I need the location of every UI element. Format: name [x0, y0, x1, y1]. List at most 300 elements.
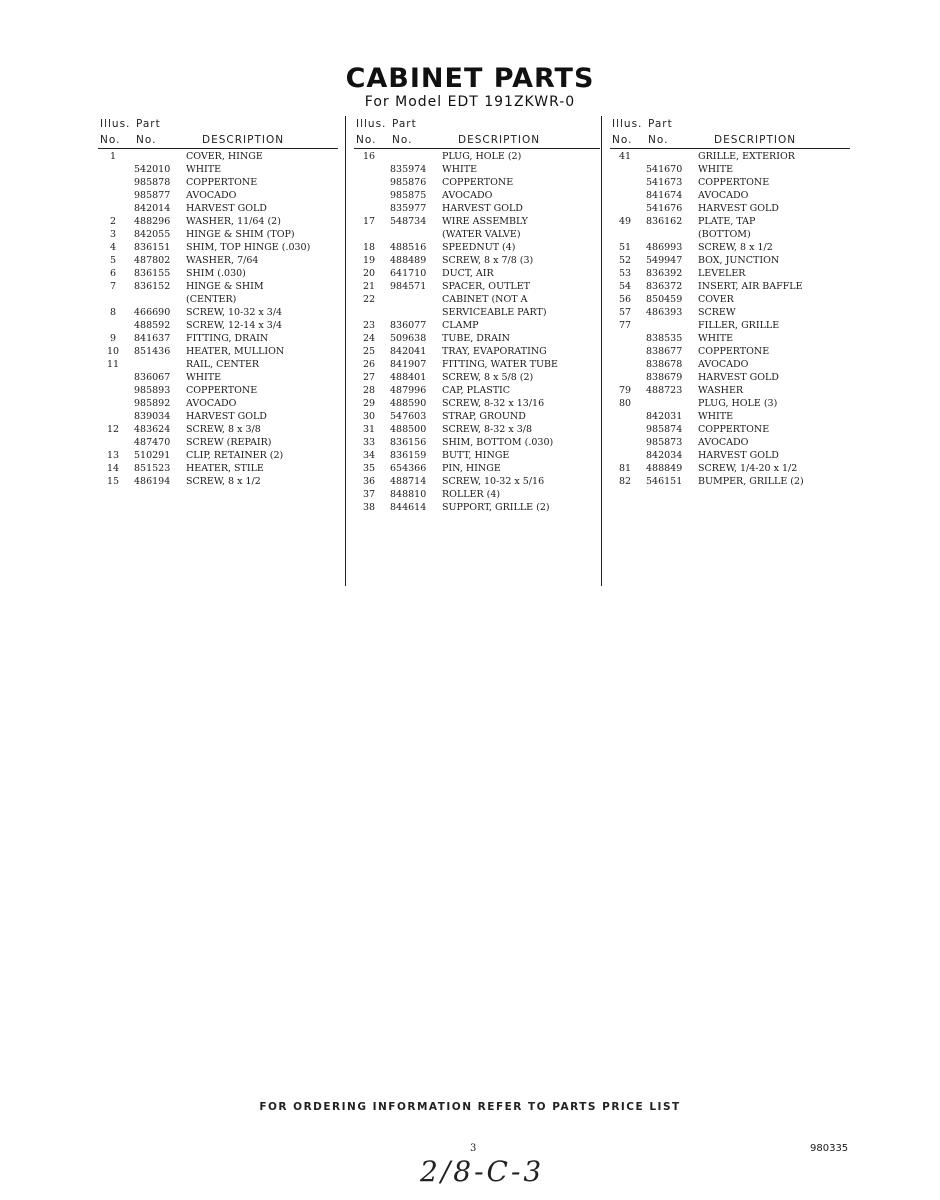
illus-number: 21 — [362, 281, 376, 292]
part-description: PLUG, HOLE (2) — [442, 151, 522, 162]
part-number: 850459 — [646, 294, 683, 305]
part-number: 654366 — [390, 463, 427, 474]
part-row — [610, 475, 850, 488]
part-description: GRILLE, EXTERIOR — [698, 151, 795, 162]
part-number: 985893 — [134, 385, 171, 396]
part-number: 985873 — [646, 437, 683, 448]
header-rule — [354, 148, 600, 149]
illus-number: 17 — [362, 216, 376, 227]
part-description: HEATER, STILE — [186, 463, 264, 474]
part-description: TUBE, DRAIN — [442, 333, 510, 344]
part-row — [98, 254, 338, 267]
illus-number: 15 — [106, 476, 120, 487]
parts-column-1 — [98, 112, 338, 488]
part-number: 510291 — [134, 450, 171, 461]
part-description: BUTT, HINGE — [442, 450, 510, 461]
illus-number: 81 — [618, 463, 632, 474]
part-description: HARVEST GOLD — [698, 450, 779, 461]
part-description: PIN, HINGE — [442, 463, 501, 474]
part-description: HINGE & SHIM (TOP) — [186, 229, 295, 240]
part-description: COVER, HINGE — [186, 151, 263, 162]
header-part-no-label: No. — [648, 134, 669, 146]
part-row — [354, 410, 600, 423]
page-title: CABINET PARTS — [345, 63, 595, 94]
header-part-label: Part — [392, 118, 417, 130]
part-description: CLIP, RETAINER (2) — [186, 450, 284, 461]
part-row — [354, 241, 600, 254]
part-number: 486993 — [646, 242, 683, 253]
part-number: 836372 — [646, 281, 683, 292]
part-description: HEATER, MULLION — [186, 346, 285, 357]
part-number: 836077 — [390, 320, 427, 331]
page-number: 3 — [470, 1143, 477, 1154]
part-number: 509638 — [390, 333, 427, 344]
part-row — [610, 332, 850, 345]
part-number: 547603 — [390, 411, 427, 422]
part-number: 483624 — [134, 424, 171, 435]
part-row — [610, 371, 850, 384]
illus-number: 56 — [618, 294, 632, 305]
parts-list — [98, 150, 338, 488]
illus-number: 31 — [362, 424, 376, 435]
illus-number: 14 — [106, 463, 120, 474]
part-row — [610, 410, 850, 423]
part-row — [610, 202, 850, 215]
part-row — [354, 189, 600, 202]
part-row — [354, 423, 600, 436]
part-row — [354, 306, 600, 319]
part-row — [98, 462, 338, 475]
part-description: SHIM, BOTTOM (.030) — [442, 437, 554, 448]
part-description: WHITE — [698, 164, 734, 175]
part-description: HARVEST GOLD — [698, 372, 779, 383]
illus-number: 6 — [109, 268, 117, 279]
part-number: 842014 — [134, 203, 171, 214]
illus-number: 41 — [618, 151, 632, 162]
part-description: FITTING, WATER TUBE — [442, 359, 558, 370]
part-description: SPEEDNUT (4) — [442, 242, 516, 253]
header-description-label: DESCRIPTION — [714, 134, 797, 146]
part-row — [98, 306, 338, 319]
illus-number: 26 — [362, 359, 376, 370]
illus-number: 25 — [362, 346, 376, 357]
part-row — [610, 228, 850, 241]
part-number: 844614 — [390, 502, 427, 513]
illus-number: 33 — [362, 437, 376, 448]
part-number: 836162 — [646, 216, 683, 227]
part-row — [610, 293, 850, 306]
illus-number: 10 — [106, 346, 120, 357]
header-illus-label: Illus. — [100, 118, 131, 130]
part-description: CLAMP — [442, 320, 479, 331]
part-description: SHIM, TOP HINGE (.030) — [186, 242, 311, 253]
part-row — [354, 475, 600, 488]
part-number: 486194 — [134, 476, 171, 487]
part-row — [610, 280, 850, 293]
part-description: INSERT, AIR BAFFLE — [698, 281, 803, 292]
part-number: 487996 — [390, 385, 427, 396]
part-number: 985874 — [646, 424, 683, 435]
part-description: WASHER — [698, 385, 744, 396]
header-illus-no-label: No. — [356, 134, 377, 146]
part-number: 487802 — [134, 255, 171, 266]
part-description: FITTING, DRAIN — [186, 333, 269, 344]
part-row — [98, 280, 338, 293]
part-number: 488592 — [134, 320, 171, 331]
part-row — [354, 319, 600, 332]
part-row — [98, 267, 338, 280]
part-description: SCREW, 10-32 x 3/4 — [186, 307, 283, 318]
part-number: 851436 — [134, 346, 171, 357]
part-description: LEVELER — [698, 268, 746, 279]
part-description: WASHER, 11/64 (2) — [186, 216, 281, 227]
part-number: 836151 — [134, 242, 171, 253]
illus-number: 8 — [109, 307, 117, 318]
part-number: 488401 — [390, 372, 427, 383]
part-row — [610, 150, 850, 163]
part-description: RAIL, CENTER — [186, 359, 260, 370]
part-description: CAP, PLASTIC — [442, 385, 511, 396]
part-description: SHIM (.030) — [186, 268, 246, 279]
part-row — [354, 384, 600, 397]
part-number: 842031 — [646, 411, 683, 422]
part-row — [610, 306, 850, 319]
part-number: 838678 — [646, 359, 683, 370]
ordering-footer: FOR ORDERING INFORMATION REFER TO PARTS PRICE LIST — [259, 1101, 681, 1113]
illus-number: 4 — [109, 242, 117, 253]
illus-number: 53 — [618, 268, 632, 279]
part-row — [354, 345, 600, 358]
part-number: 841907 — [390, 359, 427, 370]
part-number: 836159 — [390, 450, 427, 461]
illus-number: 79 — [618, 385, 632, 396]
part-row — [98, 384, 338, 397]
illus-number: 7 — [109, 281, 117, 292]
part-number: 842055 — [134, 229, 171, 240]
illus-number: 30 — [362, 411, 376, 422]
part-description: COVER — [698, 294, 734, 305]
illus-number: 82 — [618, 476, 632, 487]
illus-number: 37 — [362, 489, 376, 500]
part-number: 488500 — [390, 424, 427, 435]
column-divider — [345, 116, 346, 586]
illus-number: 38 — [362, 502, 376, 513]
part-number: 842041 — [390, 346, 427, 357]
part-row — [610, 163, 850, 176]
illus-number: 24 — [362, 333, 376, 344]
part-row — [98, 189, 338, 202]
part-description: BUMPER, GRILLE (2) — [698, 476, 804, 487]
illus-number: 77 — [618, 320, 632, 331]
part-description: SCREW, 10-32 x 5/16 — [442, 476, 545, 487]
part-description: SCREW, 8-32 x 13/16 — [442, 398, 545, 409]
part-row — [610, 267, 850, 280]
part-description: SCREW, 8 x 1/2 — [186, 476, 261, 487]
part-description: (CENTER) — [186, 294, 237, 305]
part-description: ROLLER (4) — [442, 489, 501, 500]
part-number: 851523 — [134, 463, 171, 474]
part-description: SCREW — [698, 307, 736, 318]
header-illus-no-label: No. — [612, 134, 633, 146]
part-row — [354, 449, 600, 462]
illus-number: 36 — [362, 476, 376, 487]
part-row — [98, 449, 338, 462]
part-row — [610, 423, 850, 436]
illus-number: 9 — [109, 333, 117, 344]
part-description: SCREW, 8 x 1/2 — [698, 242, 773, 253]
part-number: 487470 — [134, 437, 171, 448]
part-number: 466690 — [134, 307, 171, 318]
part-row — [610, 254, 850, 267]
part-row — [354, 254, 600, 267]
header-illus-label: Illus. — [612, 118, 643, 130]
part-row — [354, 397, 600, 410]
part-description: COPPERTONE — [698, 177, 770, 188]
part-description: SCREW, 8 x 3/8 — [186, 424, 261, 435]
part-number: 984571 — [390, 281, 427, 292]
illus-number: 23 — [362, 320, 376, 331]
part-number: 488489 — [390, 255, 427, 266]
illus-number: 12 — [106, 424, 120, 435]
part-row — [354, 202, 600, 215]
header-rule — [98, 148, 338, 149]
part-row — [354, 371, 600, 384]
part-description: SCREW (REPAIR) — [186, 437, 272, 448]
part-description: COPPERTONE — [442, 177, 514, 188]
part-description: WIRE ASSEMBLY — [442, 216, 528, 227]
part-row — [98, 358, 338, 371]
part-description: STRAP, GROUND — [442, 411, 526, 422]
illus-number: 16 — [362, 151, 376, 162]
part-description: SUPPORT, GRILLE (2) — [442, 502, 550, 513]
illus-number: 49 — [618, 216, 632, 227]
part-number: 841674 — [646, 190, 683, 201]
part-description: TRAY, EVAPORATING — [442, 346, 547, 357]
part-number: 548734 — [390, 216, 427, 227]
illus-number: 29 — [362, 398, 376, 409]
part-description: PLATE, TAP — [698, 216, 756, 227]
part-row — [354, 501, 600, 514]
part-row — [98, 215, 338, 228]
part-number: 985878 — [134, 177, 171, 188]
part-description: AVOCADO — [698, 359, 749, 370]
part-row — [98, 345, 338, 358]
part-description: HARVEST GOLD — [186, 411, 267, 422]
part-row — [610, 397, 850, 410]
part-description: WHITE — [186, 372, 222, 383]
header-part-label: Part — [648, 118, 673, 130]
part-row — [98, 176, 338, 189]
illus-number: 57 — [618, 307, 632, 318]
part-description: COPPERTONE — [186, 385, 258, 396]
part-description: FILLER, GRILLE — [698, 320, 780, 331]
header-description-label: DESCRIPTION — [202, 134, 285, 146]
illus-number: 34 — [362, 450, 376, 461]
header-rule — [610, 148, 850, 149]
part-row — [98, 410, 338, 423]
part-number: 486393 — [646, 307, 683, 318]
part-row — [354, 488, 600, 501]
illus-number: 28 — [362, 385, 376, 396]
part-number: 842034 — [646, 450, 683, 461]
part-description: BOX, JUNCTION — [698, 255, 780, 266]
part-description: AVOCADO — [442, 190, 493, 201]
part-description: HARVEST GOLD — [698, 203, 779, 214]
part-description: AVOCADO — [698, 190, 749, 201]
part-number: 488849 — [646, 463, 683, 474]
part-number: 835977 — [390, 203, 427, 214]
illus-number: 80 — [618, 398, 632, 409]
part-number: 546151 — [646, 476, 683, 487]
header-illus-label: Illus. — [356, 118, 387, 130]
part-row — [354, 358, 600, 371]
part-description: SCREW, 8 x 7/8 (3) — [442, 255, 534, 266]
part-row — [354, 462, 600, 475]
part-row — [354, 436, 600, 449]
part-row — [610, 449, 850, 462]
part-row — [98, 163, 338, 176]
part-description: WHITE — [698, 333, 734, 344]
part-description: AVOCADO — [186, 190, 237, 201]
column-divider — [601, 116, 602, 586]
part-number: 488590 — [390, 398, 427, 409]
header-part-no-label: No. — [392, 134, 413, 146]
part-row — [610, 176, 850, 189]
part-number: 841637 — [134, 333, 171, 344]
part-row — [610, 384, 850, 397]
part-description: AVOCADO — [186, 398, 237, 409]
part-row — [610, 345, 850, 358]
part-row — [354, 332, 600, 345]
part-number: 838535 — [646, 333, 683, 344]
part-description: SCREW, 8 x 5/8 (2) — [442, 372, 534, 383]
part-row — [98, 423, 338, 436]
illus-number: 19 — [362, 255, 376, 266]
header-illus-no-label: No. — [100, 134, 121, 146]
part-row — [354, 280, 600, 293]
part-number: 985876 — [390, 177, 427, 188]
parts-column-3 — [610, 112, 850, 488]
part-row — [98, 150, 338, 163]
part-row — [610, 462, 850, 475]
part-number: 541676 — [646, 203, 683, 214]
header-part-label: Part — [136, 118, 161, 130]
part-row — [610, 319, 850, 332]
part-number: 836156 — [390, 437, 427, 448]
illus-number: 3 — [109, 229, 117, 240]
part-row — [98, 228, 338, 241]
illus-number: 11 — [106, 359, 120, 370]
part-number: 836155 — [134, 268, 171, 279]
column-header — [98, 112, 338, 150]
illus-number: 13 — [106, 450, 120, 461]
part-number: 985877 — [134, 190, 171, 201]
part-number: 985892 — [134, 398, 171, 409]
illus-number: 27 — [362, 372, 376, 383]
part-row — [98, 397, 338, 410]
handwritten-note: 2/8-C-3 — [420, 1155, 545, 1188]
part-description: COPPERTONE — [698, 424, 770, 435]
part-number: 542010 — [134, 164, 171, 175]
part-description: AVOCADO — [698, 437, 749, 448]
part-row — [610, 436, 850, 449]
part-number: 488516 — [390, 242, 427, 253]
part-description: WHITE — [186, 164, 222, 175]
part-description: HARVEST GOLD — [442, 203, 523, 214]
illus-number: 35 — [362, 463, 376, 474]
parts-list — [354, 150, 600, 514]
model-subtitle: For Model EDT 191ZKWR-0 — [364, 94, 576, 110]
part-description: (WATER VALVE) — [442, 229, 521, 240]
part-number: 488296 — [134, 216, 171, 227]
part-row — [610, 215, 850, 228]
illus-number: 20 — [362, 268, 376, 279]
illus-number: 2 — [109, 216, 117, 227]
part-number: 549947 — [646, 255, 683, 266]
part-number: 488714 — [390, 476, 427, 487]
part-row — [98, 241, 338, 254]
part-row — [354, 267, 600, 280]
part-row — [98, 202, 338, 215]
illus-number: 52 — [618, 255, 632, 266]
part-row — [98, 293, 338, 306]
document-number: 980335 — [810, 1143, 849, 1154]
part-description: CABINET (NOT A — [442, 294, 528, 305]
part-row — [354, 215, 600, 228]
part-description: COPPERTONE — [186, 177, 258, 188]
part-row — [354, 176, 600, 189]
part-description: HINGE & SHIM — [186, 281, 264, 292]
part-description: HARVEST GOLD — [186, 203, 267, 214]
part-number: 488723 — [646, 385, 683, 396]
part-row — [610, 241, 850, 254]
part-description: SCREW, 8-32 x 3/8 — [442, 424, 533, 435]
part-description: DUCT, AIR — [442, 268, 494, 279]
part-number: 985875 — [390, 190, 427, 201]
part-description: WHITE — [442, 164, 478, 175]
part-row — [98, 475, 338, 488]
column-header — [354, 112, 600, 150]
part-number: 839034 — [134, 411, 171, 422]
part-row — [610, 189, 850, 202]
part-row — [354, 228, 600, 241]
part-number: 836392 — [646, 268, 683, 279]
column-header — [610, 112, 850, 150]
illus-number: 22 — [362, 294, 376, 305]
part-description: SCREW, 12-14 x 3/4 — [186, 320, 283, 331]
part-description: COPPERTONE — [698, 346, 770, 357]
part-number: 838677 — [646, 346, 683, 357]
part-row — [610, 358, 850, 371]
part-number: 836152 — [134, 281, 171, 292]
part-number: 838679 — [646, 372, 683, 383]
part-row — [354, 163, 600, 176]
part-row — [98, 436, 338, 449]
header-part-no-label: No. — [136, 134, 157, 146]
part-number: 641710 — [390, 268, 427, 279]
part-number: 836067 — [134, 372, 171, 383]
part-description: SERVICEABLE PART) — [442, 307, 547, 318]
part-number: 541673 — [646, 177, 683, 188]
part-row — [98, 371, 338, 384]
part-row — [98, 319, 338, 332]
part-row — [354, 150, 600, 163]
part-row — [354, 293, 600, 306]
part-description: (BOTTOM) — [698, 229, 751, 240]
part-description: WASHER, 7/64 — [186, 255, 259, 266]
illus-number: 54 — [618, 281, 632, 292]
part-number: 848810 — [390, 489, 427, 500]
